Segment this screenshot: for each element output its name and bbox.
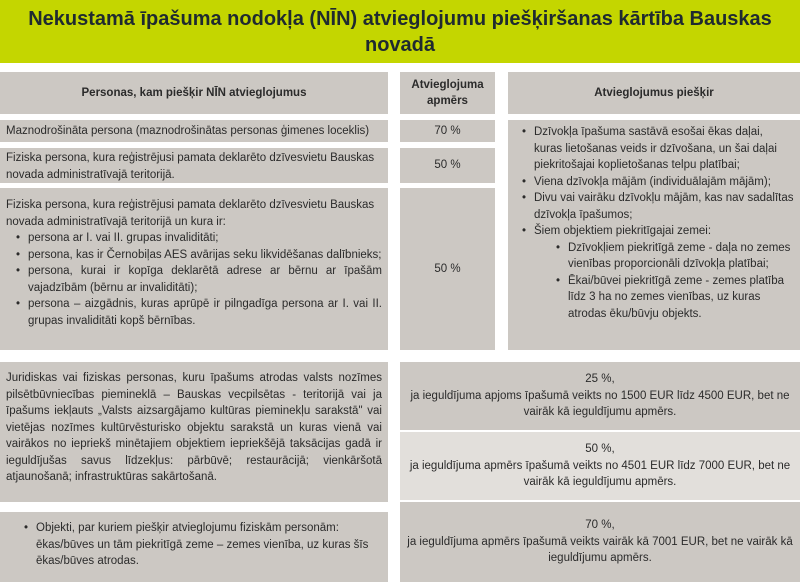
heritage-tier-2-pct: 50 %, [585,443,615,456]
row-declared [0,148,388,183]
grant-list-panel [508,120,800,350]
heritage-tier-3-pct: 70 %, [585,519,615,532]
row-declared-pct [400,148,495,183]
row-low-income [0,120,388,142]
grant-item: • Viena dzīvokļa mājām (individuālajām mājām); [520,174,794,191]
row-low-income-pct [400,120,495,142]
row-special-item: • persona, kas ir Černobiļas AES avārijas seku likvidēšanas dalībnieks; [14,247,382,264]
heritage-text-box [0,362,388,502]
heritage-objects-box [0,512,388,582]
row-special-item: • persona ar I. vai II. grupas invaliditāti; [14,230,382,247]
grant-sub-list [554,240,794,323]
heritage-objects-list [22,520,380,570]
heritage-tier-2 [400,432,800,500]
page-title: Nekustamā īpašuma nodokļa (NĪN) atvieglojumu piešķiršanas kārtība Bauskas novadā [28,7,772,56]
heritage-tier-1-desc: ja ieguldījuma apjoms īpašumā veikts no 1500 EUR līdz 4500 EUR, bet ne vairāk kā ieguldījumu apmērs. [410,389,790,419]
row-special-list [14,230,382,329]
grant-sub-item: • Dzīvokļiem piekritīgā zeme - daļa no zemes vienības proporcionāli dzīvokļa platībai; [554,240,794,273]
header-persons-label: Personas, kam piešķir NĪN atvieglojumus [81,86,307,99]
heritage-text: Juridiskas vai fiziskas personas, kuru īpašums atrodas valsts nozīmes pilsētbūvniecības piemineklā – Bauskas vecpilsētas - teritorijā vai ja īpašums iekļauts „Valsts aizsargājamo kultūras pieminekļu sarakstā" vai vietējas nozīmes kultūrvēsturisko objektu sarakstā un kuras vienā vai vairākos no iepriekš minētajiem objektiem iepriekšējā taksācijas gadā ir ieguldījušas savus līdzekļus: pārbūvē; restaurācijā; vienkāršotā atjaunošanā; infrastruktūras sakārtošanā. [6,372,382,483]
grant-item: • Dzīvokļa īpašuma sastāvā esošai ēkas daļai, kuras lietošanas veids ir dzīvošana, un šai daļai piekritošajai koplietošanas telpu platībai; [520,124,794,174]
heritage-tier-2-desc: ja ieguldījuma apmērs īpašumā veikts no 4501 EUR līdz 7000 EUR, bet ne vairāk kā ieguldījumu apmērs. [409,459,791,489]
row-declared-pct-value: 50 % [434,159,461,172]
row-special-item: • persona, kurai ir kopīga deklarētā adrese ar bērnu ar īpašām vajadzībām (bērnu ar invaliditāti); [14,263,382,296]
row-low-income-text: Maznodrošināta persona (maznodrošinātas personas ģimenes loceklis) [6,125,370,137]
header-persons [0,72,388,114]
header-amount [400,72,495,114]
header-grant [508,72,800,114]
row-special-item: • persona – aizgādnis, kuras aprūpē ir pilngadīga persona ar I. vai II. grupas invaliditāti kopš bērnības. [14,296,382,329]
heritage-tier-3 [400,502,800,582]
heritage-tier-3-desc: ja ieguldījuma apmērs īpašumā veikts vairāk kā 7001 EUR, bet ne vairāk kā ieguldījumu apmērs. [407,535,793,565]
grant-list [520,124,794,240]
row-special-intro: Fiziska persona, kura reģistrējusi pamata deklarēto dzīvesvietu Bauskas novada administratīvajā teritorijā un kura ir: [6,199,375,228]
heritage-tier-1-pct: 25 %, [585,373,615,386]
row-special-pct-value: 50 % [434,262,461,275]
header-amount-line2: apmērs [427,95,468,107]
header-amount-line1: Atvieglojuma [411,78,484,91]
title-bar [0,0,800,63]
heritage-objects-item: • Objekti, par kuriem piešķir atvieglojumu fiziskām personām: ēkas/būves un tām piekritīgā zeme – zemes vienība, uz kuras šīs ēkas/būves atrodas. [22,520,380,570]
grant-item: • Šiem objektiem piekritīgajai zemei: [520,223,794,240]
row-declared-text: Fiziska persona, kura reģistrējusi pamata deklarēto dzīvesvietu Bauskas novada administratīvajā teritorijā. [6,152,375,181]
row-special-pct [400,188,495,350]
header-grant-label: Atvieglojumus piešķir [594,86,714,99]
grant-sub-item: • Ēkai/būvei piekritīgā zeme - zemes platība līdz 3 ha no zemes vienības, uz kuras atrodas ēku/būvju objekts. [554,273,794,323]
heritage-tier-1 [400,362,800,430]
row-low-income-pct-value: 70 % [434,124,461,137]
row-special [0,188,388,350]
grant-item: • Divu vai vairāku dzīvokļu mājām, kas nav sadalītas dzīvokļa īpašumos; [520,190,794,223]
